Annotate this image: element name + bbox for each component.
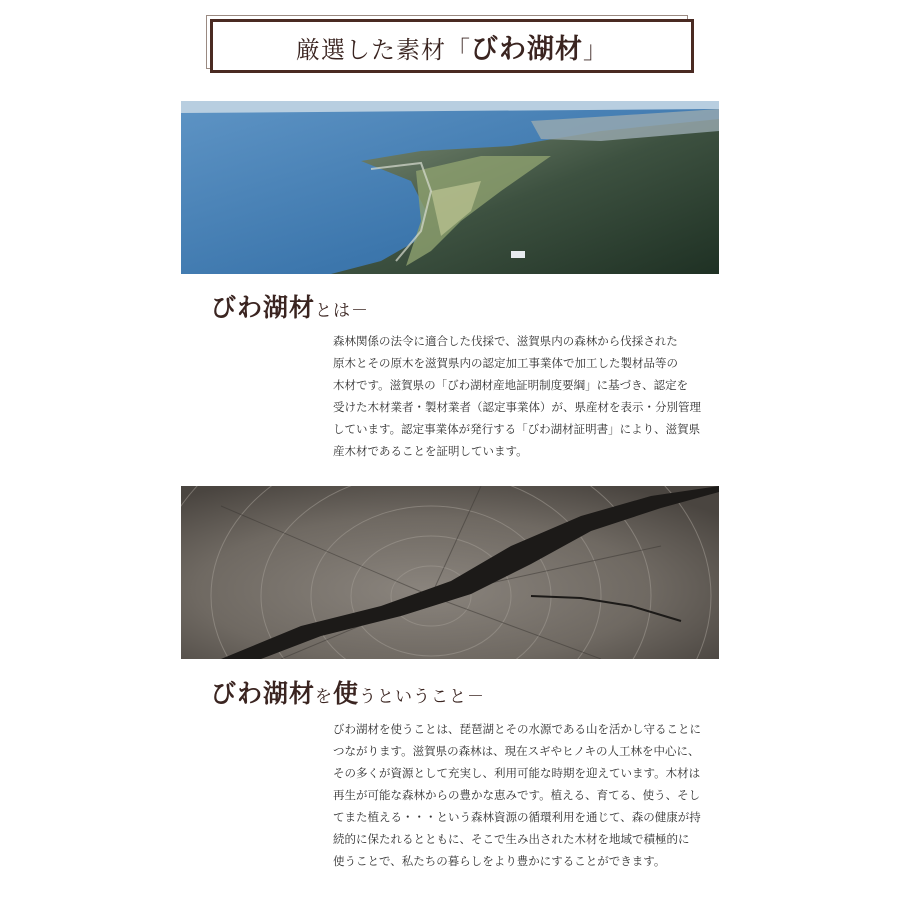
body-line: 木材です。滋賀県の「びわ湖材産地証明制度要綱」に基づき、認定を [333,378,689,392]
page-title: 厳選した素材「びわ湖材」 [296,33,608,65]
body-line: 続的に保たれるとともに、そこで生み出された木材を地域で積極的に [333,832,690,846]
body-line: 受けた木材業者・製材業者（認定事業体）が、県産材を表示・分別管理 [333,400,701,414]
section-heading-using-biwako-wood: びわ湖材を使うということ－ [211,679,486,708]
body-line: つながります。滋賀県の森林は、現在スギやヒノキの人工林を中心に、 [333,744,700,758]
section-heading-what-is-biwako-wood: びわ湖材とは－ [211,293,370,322]
body-line: 使うことで、私たちの暮らしをより豊かにすることができます。 [333,854,666,868]
body-line: 産木材であることを証明しています。 [333,444,528,458]
lake-biwa-aerial-photo [181,101,719,274]
body-line: その多くが資源として充実し、利用可能な時期を迎えています。木材は [333,766,701,780]
body-line: てまた植える・・・という森林資源の循環利用を通じて、森の健康が持 [333,810,701,824]
section-body-what-is-biwako-wood [333,330,708,462]
title-box [210,19,694,73]
body-line: 森林関係の法令に適合した伐採で、滋賀県内の森林から伐採された [333,334,678,348]
section-body-using-biwako-wood [333,718,708,872]
body-line: 再生が可能な森林からの豊かな恵みです。植える、育てる、使う、そし [333,788,701,802]
body-line: しています。認定事業体が発行する「びわ湖材証明書」により、滋賀県 [333,422,701,436]
body-line: びわ湖材を使うことは、琵琶湖とその水源である山を活かし守ることに [333,722,701,736]
tree-stump-cross-section-photo [181,486,719,659]
title-emphasis: びわ湖材 [471,33,583,65]
body-line: 原木とその原木を滋賀県内の認定加工事業体で加工した製材品等の [333,356,678,370]
